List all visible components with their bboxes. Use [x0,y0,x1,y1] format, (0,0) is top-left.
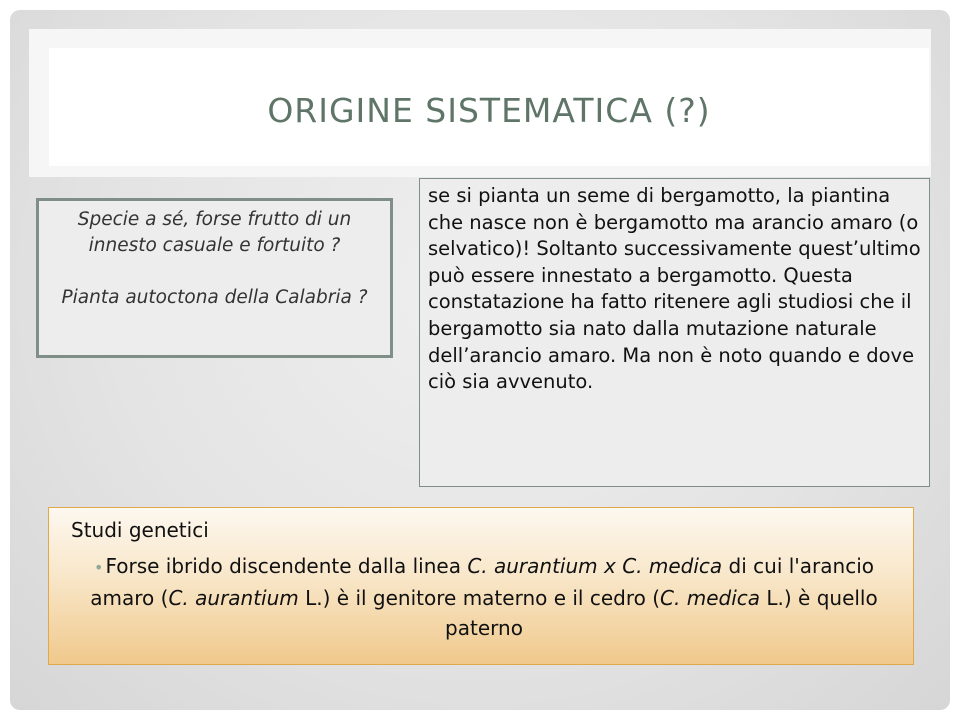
genetics-heading: Studi genetici [71,518,209,542]
explanation-box [419,178,930,487]
hypothesis-box [36,198,393,358]
title-band [29,29,931,177]
title-panel [49,48,929,166]
slide-title: ORIGINE SISTEMATICA (?) [267,90,711,130]
hypothesis-1: Specie a sé, forse frutto di un innesto casuale e fortuito ? [77,209,352,256]
hypothesis-2: Pianta autoctona della Calabria ? [61,287,368,308]
explanation-text: se si pianta un seme di bergamotto, la piantina che nasce non è bergamotto ma arancio amaro (o selvatico)! Soltanto successivamente quest’ultimo può essere innestato a bergamotto. Questa constatazione ha fatto ritenere agli studiosi che il bergamotto sia nato dalla mutazione naturale dell’arancio amaro. Ma non è noto quando e dove ciò sia avvenuto. [428,184,921,394]
bullet-icon: • [94,558,104,577]
slide [10,10,950,710]
genetics-box [48,507,914,665]
genetics-text: • Forse ibrido discendente dalla linea C. aurantium x C. medica di cui l'arancio amaro (C. aurantium L.) è il genitore materno e il cedro (C. medica L.) è quello paterno [90,554,878,640]
